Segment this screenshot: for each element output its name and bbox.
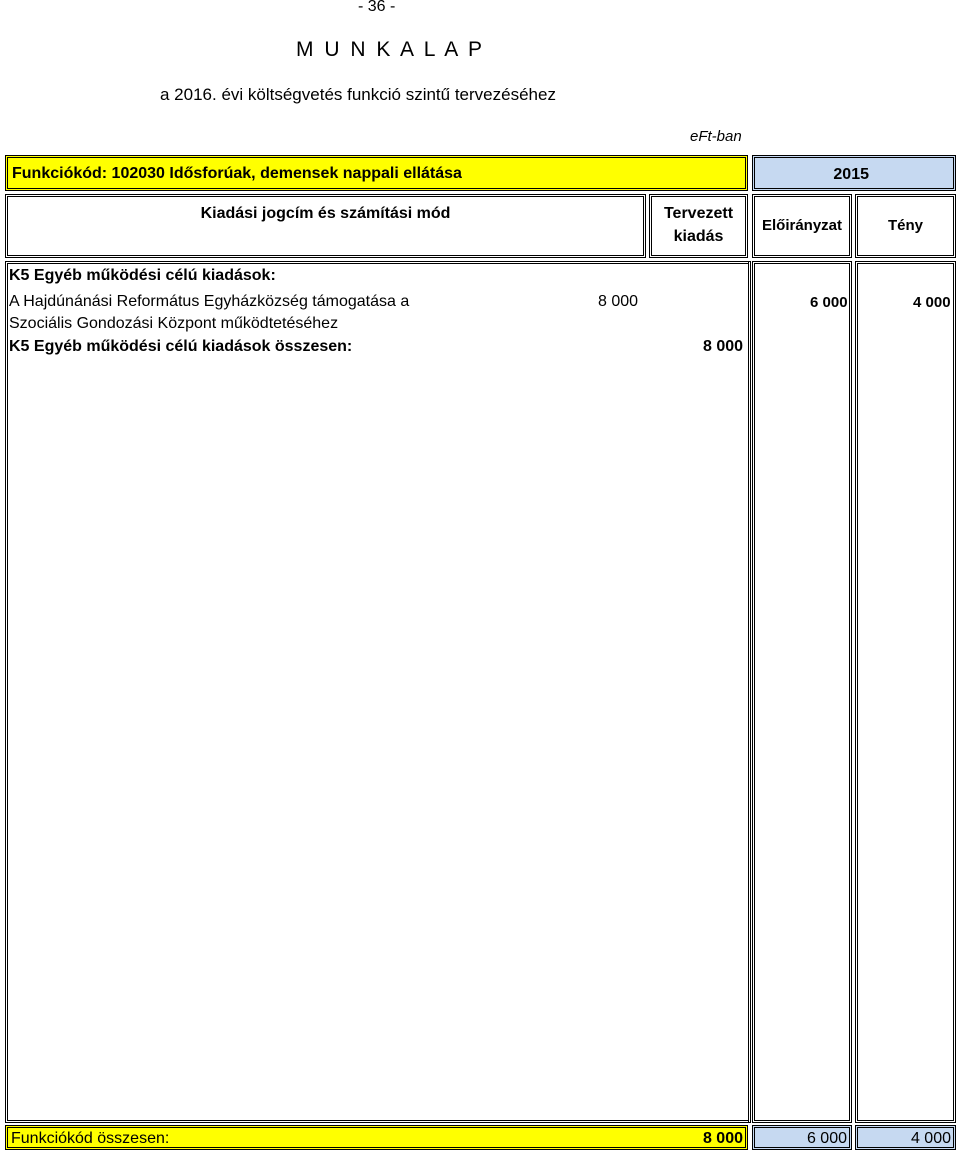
total-actual-cell [855, 1125, 956, 1150]
total-appropriation: 6 000 [806, 1130, 847, 1147]
body-divider [748, 261, 749, 1123]
page-subtitle: a 2016. évi költségvetés funkció szintű tervezéséhez [160, 85, 556, 104]
page-number: - 36 - [358, 0, 396, 15]
year-label: 2015 [833, 166, 869, 183]
subtotal-label: K5 Egyéb működési célú kiadások összesen: [9, 338, 353, 355]
year-cell [752, 155, 956, 191]
header-appropriation [752, 194, 852, 258]
body-appropriation-column [752, 261, 852, 1123]
total-bar [5, 1125, 748, 1150]
header-appropriation-label: Előirányzat [761, 217, 843, 234]
header-description [5, 194, 646, 258]
header-actual-label: Tény [887, 217, 923, 234]
page-title: M U N K A L A P [296, 38, 485, 61]
total-actual: 4 000 [910, 1130, 951, 1147]
item-appropriation: 6 000 [810, 294, 848, 311]
item-amount: 8 000 [598, 293, 639, 310]
function-code-label: Funkciókód: 102030 Idősforúak, demensek nappali ellátása [12, 165, 462, 182]
total-appropriation-cell [752, 1125, 852, 1150]
unit-label: eFt-ban [690, 128, 742, 145]
header-actual [855, 194, 956, 258]
item-actual: 4 000 [913, 294, 951, 311]
header-planned-line1: Tervezett [663, 205, 734, 222]
header-description-label: Kiadási jogcím és számítási mód [200, 205, 451, 222]
total-label: Funkciókód összesen: [11, 1130, 170, 1147]
header-planned [649, 194, 748, 258]
header-planned-line2: kiadás [673, 228, 724, 245]
body-description-column [5, 261, 751, 1123]
section-title: K5 Egyéb működési célú kiadások: [9, 267, 276, 284]
total-planned: 8 000 [702, 1130, 743, 1147]
item-description-line1: A Hajdúnánási Református Egyházközség támogatása a [9, 293, 410, 310]
subtotal-amount: 8 000 [703, 338, 744, 355]
function-code-bar [5, 155, 748, 191]
item-description-line2: Szociális Gondozási Központ működtetéséhez [9, 315, 339, 332]
body-actual-column [855, 261, 956, 1123]
